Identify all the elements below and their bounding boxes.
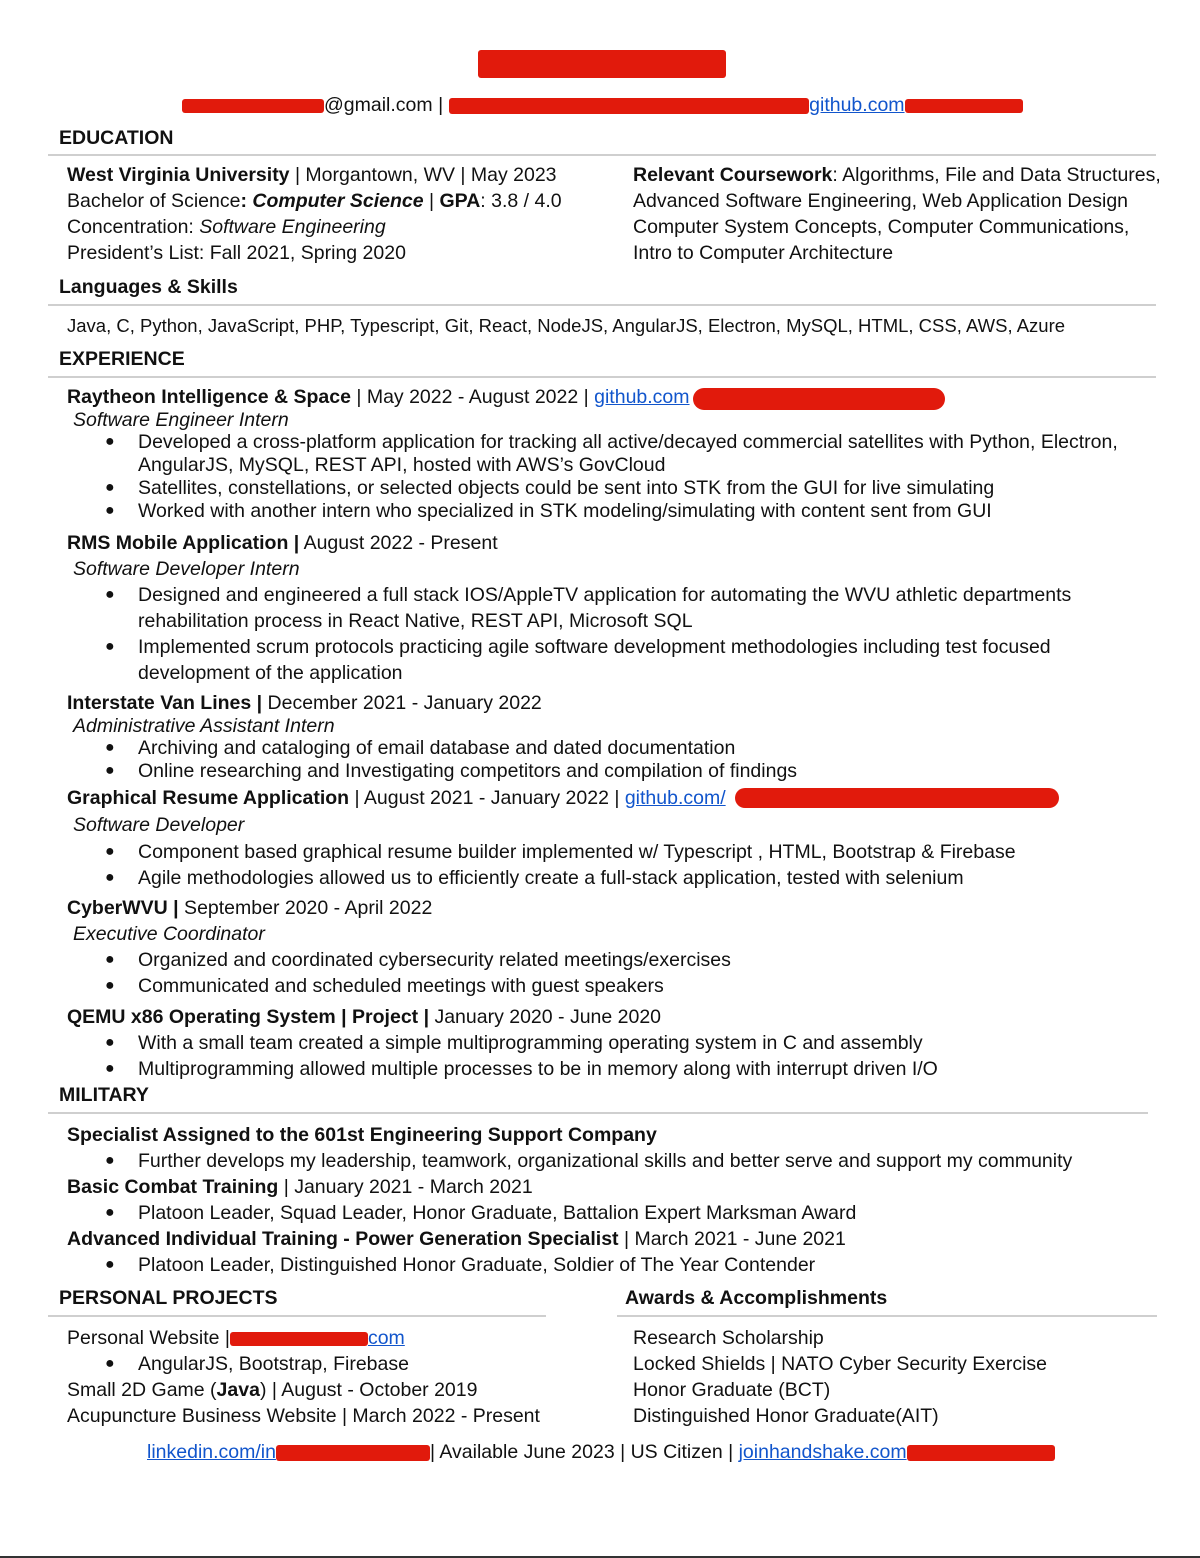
qemu-org: QEMU x86 Operating System | Project | [67,1006,430,1028]
skills-divider [48,304,1156,306]
skills-heading: Languages & Skills [59,276,238,298]
ait-bullet: Platoon Leader, Distinguished Honor Graduate, Soldier of The Year Contender [138,1254,816,1276]
contact-line [182,94,1023,116]
raytheon-role: Software Engineer Intern [73,409,289,431]
handshake-link[interactable]: joinhandshake.com [738,1441,907,1463]
contact-github-link[interactable]: github.com [809,94,905,116]
award-item: Distinguished Honor Graduate(AIT) [633,1405,939,1427]
redacted-github [905,99,1023,113]
rms-bullet-2b: development of the application [138,662,403,684]
award-item: Honor Graduate (BCT) [633,1379,831,1401]
coursework-line-3: Computer System Concepts, Computer Communications, [633,216,1130,238]
coursework-line-1 [633,164,1161,186]
graphical-github-link[interactable]: github.com/ [624,787,726,809]
school-name: West Virginia University [67,164,290,186]
concentration-label: Concentration: [67,216,200,238]
education-concentration-line [67,216,386,238]
military-heading: MILITARY [59,1084,149,1106]
linkedin-link[interactable]: linkedin.com/in [147,1441,276,1463]
bullet-icon: ● [105,762,115,779]
rms-bullet-2a: Implemented scrum protocols practicing agile software development methodologies including test focused [138,636,1051,658]
skills-list: Java, C, Python, JavaScript, PHP, Typescript, Git, React, NodeJS, AngularJS, Electron, MySQL, HTML, CSS, AWS, Azure [67,315,1066,336]
bullet-icon: ● [105,586,115,603]
military-divider [48,1112,1148,1114]
education-heading: EDUCATION [59,127,174,149]
education-school-line [67,164,557,186]
cyber-role: Executive Coordinator [73,923,265,945]
raytheon-dates: | May 2022 - August 2022 | [350,386,595,408]
interstate-bullet-1: Archiving and cataloging of email database and dated documentation [138,737,736,759]
military-specialist-bullet: Further develops my leadership, teamwork, organizational skills and better serve and support my community [138,1150,1073,1172]
project-game-line [67,1379,477,1401]
bullet-icon: ● [105,869,115,886]
bullet-icon: ● [105,502,115,519]
coursework-text-1: : Algorithms, File and Data Structures, [832,164,1161,186]
footer-availability: | Available June 2023 | US Citizen | [429,1441,739,1463]
graphical-role: Software Developer [73,814,245,836]
bct-dates: | January 2021 - March 2021 [278,1176,533,1198]
coursework-line-4: Intro to Computer Architecture [633,242,894,264]
cyber-bullet-1: Organized and coordinated cybersecurity related meetings/exercises [138,949,731,971]
projects-divider [48,1315,546,1317]
graphical-dates: | August 2021 - January 2022 | [349,787,625,809]
education-divider [48,154,1156,156]
award-item: Locked Shields | NATO Cyber Security Exercise [633,1353,1048,1375]
project-website-bullet: AngularJS, Bootstrap, Firebase [138,1353,409,1375]
bullet-icon: ● [105,1256,115,1273]
bullet-icon: ● [105,638,115,655]
coursework-label: Relevant Coursework [633,164,833,186]
redacted-phone-site [449,98,809,114]
footer-line [147,1441,1055,1463]
presidents-list: President’s List: Fall 2021, Spring 2020 [67,242,406,264]
bullet-icon: ● [105,843,115,860]
concentration-value: Software Engineering [199,216,386,238]
ait-title: Advanced Individual Training - Power Generation Specialist [67,1228,619,1250]
redacted-handshake [907,1445,1055,1461]
raytheon-title-line [67,386,690,408]
qemu-bullet-2: Multiprogramming allowed multiple processes to be in memory along with interrupt driven I/O [138,1058,938,1080]
rms-bullet-1a: Designed and engineered a full stack IOS/AppleTV application for automating the WVU athletic departments [138,584,1072,606]
redacted-graphical-link [735,788,1059,808]
coursework-line-2: Advanced Software Engineering, Web Application Design [633,190,1129,212]
qemu-bullet-1: With a small team created a simple multiprogramming operating system in C and assembly [138,1032,923,1054]
gpa-value: : 3.8 / 4.0 [480,190,562,212]
cyber-org: CyberWVU | [67,897,179,919]
graphical-org: Graphical Resume Application [67,787,350,809]
degree-major: Computer Science [252,190,424,212]
experience-heading: EXPERIENCE [59,348,185,370]
military-ait-line [67,1228,846,1250]
cyber-bullet-2: Communicated and scheduled meetings with guest speakers [138,975,664,997]
project-game-post: ) | August - October 2019 [259,1379,478,1401]
graphical-title-line [67,787,726,809]
cyber-title-line [67,897,432,919]
raytheon-org: Raytheon Intelligence & Space [67,386,351,408]
projects-heading: PERSONAL PROJECTS [59,1287,278,1309]
project-website-link[interactable]: com [367,1327,405,1349]
redacted-linkedin [276,1445,430,1461]
graphical-bullet-2: Agile methodologies allowed us to efficiently create a full-stack application, tested with selenium [138,867,964,889]
project-website-line [67,1327,405,1349]
experience-divider [48,376,1156,378]
raytheon-github-link[interactable]: github.com [594,386,690,408]
bullet-icon: ● [105,479,115,496]
gpa-label: GPA [439,190,481,212]
interstate-role: Administrative Assistant Intern [73,715,335,737]
interstate-bullet-2: Online researching and Investigating competitors and compilation of findings [138,760,798,782]
bullet-icon: ● [105,1034,115,1051]
redacted-name [478,50,726,78]
project-acupuncture: Acupuncture Business Website | March 2022 - Present [67,1405,540,1427]
qemu-title-line [67,1006,661,1028]
award-item: Research Scholarship [633,1327,824,1349]
bullet-icon: ● [105,739,115,756]
rms-role: Software Developer Intern [73,558,300,580]
rms-bullet-1b: rehabilitation process in React Native, REST API, Microsoft SQL [138,610,693,632]
project-website-label: Personal Website | [67,1327,230,1349]
rms-dates: August 2022 - Present [299,532,498,554]
rms-title-line [67,532,498,554]
raytheon-bullet-3: Worked with another intern who specialized in STK modeling/simulating with content sent from GUI [138,500,992,522]
interstate-title-line [67,692,542,714]
bullet-icon: ● [105,1152,115,1169]
education-degree-line [67,190,562,212]
raytheon-bullet-1b: AngularJS, MySQL, REST API, hosted with AWS’s GovCloud [138,454,666,476]
bullet-icon: ● [105,1060,115,1077]
bullet-icon: ● [105,433,115,450]
awards-heading: Awards & Accomplishments [625,1287,888,1309]
project-game-pre: Small 2D Game ( [67,1379,217,1401]
cyber-dates: September 2020 - April 2022 [178,897,433,919]
military-bct-line [67,1176,533,1198]
graphical-bullet-1: Component based graphical resume builder implemented w/ Typescript , HTML, Bootstrap & Firebase [138,841,1016,863]
military-specialist: Specialist Assigned to the 601st Engineering Support Company [67,1124,657,1146]
redacted-email-user [182,99,324,113]
school-details: | Morgantown, WV | May 2023 [289,164,557,186]
raytheon-bullet-2: Satellites, constellations, or selected objects could be sent into STK from the GUI for live simulating [138,477,995,499]
qemu-dates: January 2020 - June 2020 [429,1006,662,1028]
bullet-icon: ● [105,1204,115,1221]
bullet-icon: ● [105,951,115,968]
bct-bullet: Platoon Leader, Squad Leader, Honor Graduate, Battalion Expert Marksman Award [138,1202,857,1224]
interstate-org: Interstate Van Lines | [67,692,263,714]
interstate-dates: December 2021 - January 2022 [262,692,542,714]
bullet-icon: ● [105,1355,115,1372]
degree: Bachelor of Science [67,190,241,212]
project-game-lang: Java [216,1379,260,1401]
redacted-raytheon-link [693,388,945,410]
awards-divider [617,1315,1157,1317]
bct-title: Basic Combat Training [67,1176,279,1198]
degree-sep: | [423,190,440,212]
degree-colon: : [240,190,253,212]
raytheon-bullet-1a: Developed a cross-platform application for tracking all active/decayed commercial satellites with Python, Electron, [138,431,1118,453]
rms-org: RMS Mobile Application | [67,532,300,554]
redacted-website-link [230,1332,368,1346]
bullet-icon: ● [105,977,115,994]
contact-email-suffix: @gmail.com | [324,94,444,116]
ait-dates: | March 2021 - June 2021 [618,1228,846,1250]
